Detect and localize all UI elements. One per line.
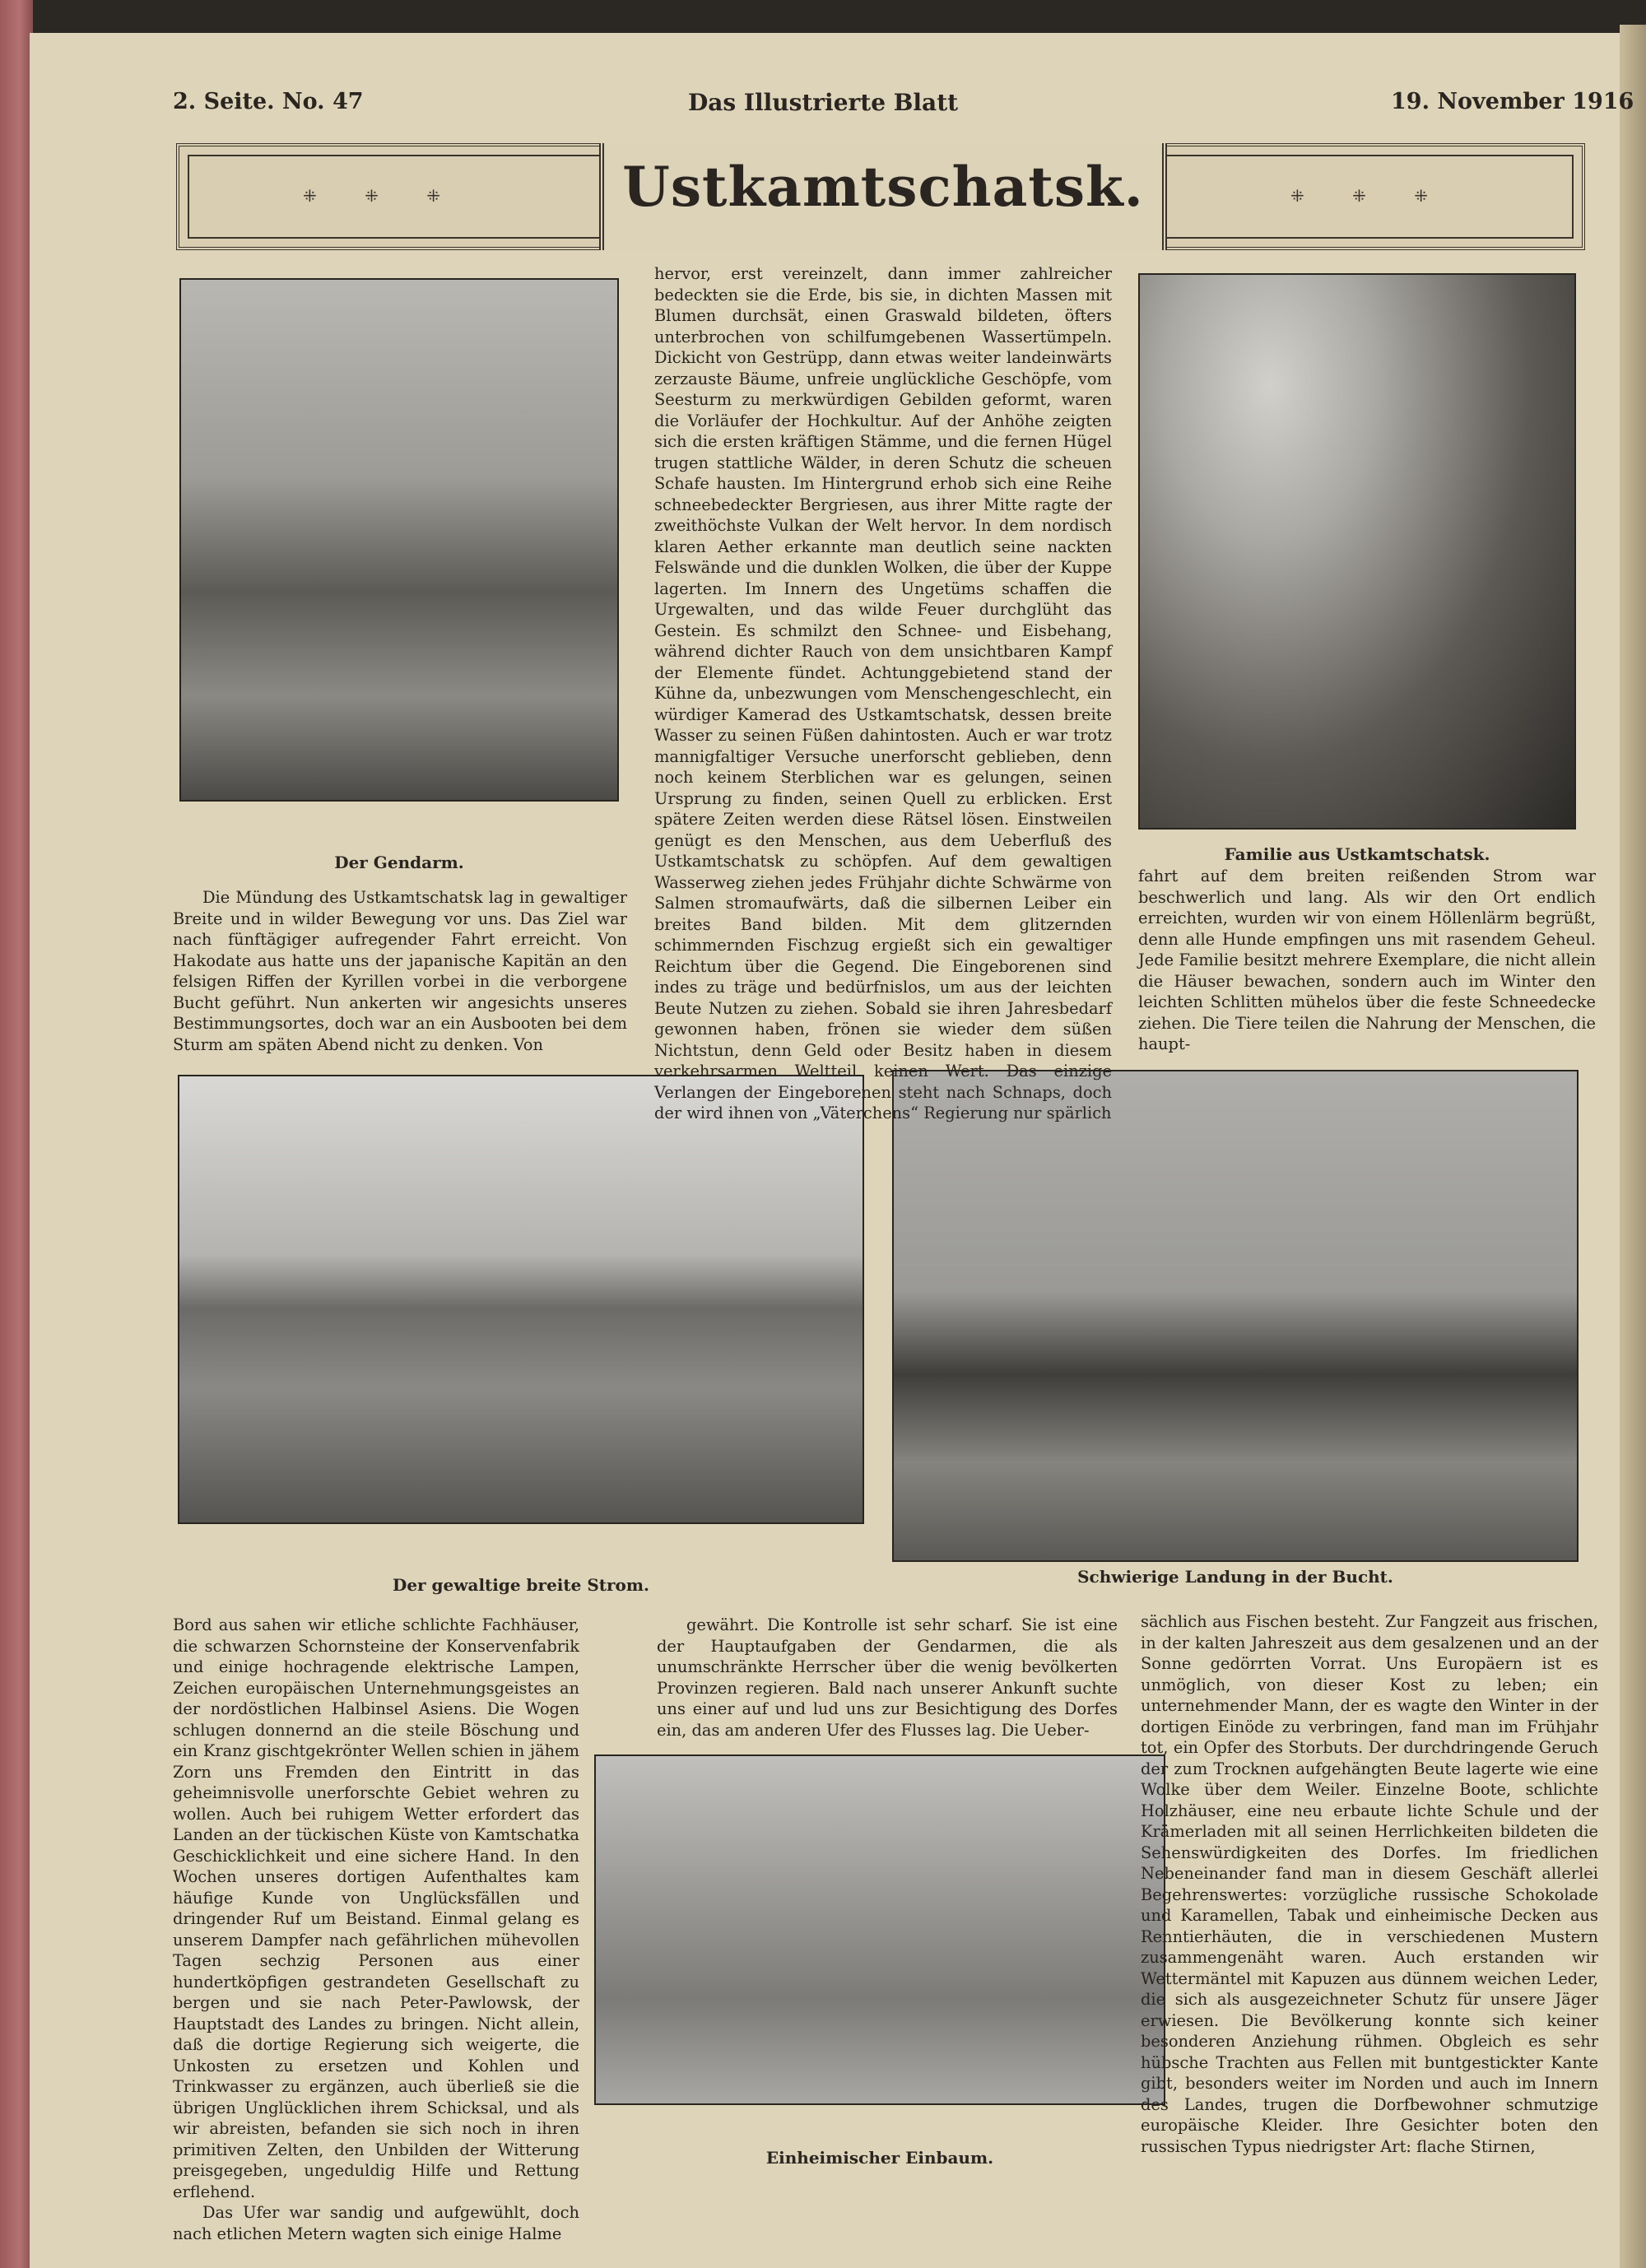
adjacent-page-edge xyxy=(1620,25,1646,2268)
paragraph: Die Mündung des Ustkamtschatsk lag in gewaltiger Breite und in wilder Bewegung vor uns. Das Ziel war nach fünftägiger aufregender Fahrt erreicht. Von Hakodate aus hatte uns der japanische Kapitän an den felsigen Riffen der Kyrillen vorbei in die verborgene Bucht geführt. Nun ankerten wir angesichts unseres Bestimmungsortes, doch war an ein Ausbooten bei dem Sturm am späten Abend nicht zu denken. Von xyxy=(173,888,627,1054)
paragraph: Bord aus sahen wir etliche schlichte Fachhäuser, die schwarzen Schornsteine der Konservenfabrik und einige hochragende elektrische Lampen, Zeichen europäischen Unternehmungsgeistes an der nordöstlichen Halbinsel Asiens. Die Wogen schlugen donnernd an die steile Böschung und ein Kranz gischtgekrönter Wellen schien in jähem Zorn uns Fremden den Eintritt in das geheimnisvolle unerforschte Gebiet wehren zu wollen. Auch bei ruhigem Wetter erfordert das Landen an der tückischen Küste von Kamtschatka Geschicklichkeit und eine sichere Hand. In den Wochen unseres dortigen Aufenthaltes kam häufige Kunde von Unglücksfällen und dringender Ruf um Beistand. Einmal gelang es unserem Dampfer nach gefährlichen mühevollen Tagen sechzig Personen aus einer hundertköpfigen gestrandeten Gesellschaft zu bergen und sie nach Peter-Pawlowsk, der Hauptstadt des Landes zu bringen. Nicht allein, daß die dortige Regierung sich weigerte, die Unkosten zu ersetzen und Kohlen und Trinkwasser zu ergänzen, auch überließ sie die übrigen Unglücklichen ihrem Schicksal, und als wir abreisten, befanden sie sich noch in ihren primitiven Zelten, den Unbilden der Witterung preisgegeben, ungeduldig Hilfe und Rettung erflehend. xyxy=(173,1615,579,2201)
publication-name: Das Illustrierte Blatt xyxy=(687,89,959,116)
paragraph: fahrt auf dem breiten reißenden Strom war beschwerlich und lang. Als wir den Ort endlich erreichten, wurden wir von einem Höllenlärm begrüßt, denn alle Hunde empfingen uns mit rasendem Geheul. Jede Familie besitzt mehrere Exemplare, die nicht allein die Häuser bewachen, sondern auch im Winter den leichten Schlitten mühelos über die feste Schneedecke ziehen. Die Tiere teilen die Nahrung der Menschen, die haupt- xyxy=(1138,867,1596,1053)
paragraph: hervor, erst vereinzelt, dann immer zahlreicher bedeckten sie die Erde, bis sie, in dichten Massen mit Blumen durchsät, einen Graswald bildeten, öfters unterbrochen von schilfumgebenen Wassertümpeln. Dickicht von Gestrüpp, dann etwas weiter landeinwärts zerzauste Bäume, unfreie unglückliche Geschöpfe, vom Seesturm zu merkwürdigen Gebilden geformt, waren die Vorläufer der Hochkultur. Auf der Anhöhe zeigten sich die ersten kräftigen Stämme, und die fernen Hügel trugen stattliche Wälder, in deren Schutz die scheuen Schafe hausten. Im Hintergrund erhob sich eine Reihe schneebedeckter Bergriesen, aus ihrer Mitte ragte der zweithöchste Vulkan der Welt hervor. In dem nordisch klaren Aether erkannte man deutlich seine nackten Felswände und die dunklen Wolken, die über der Kuppe lagerten. Im Innern des Ungetüms schaffen die Urgewalten, und das wilde Feuer durchglüht das Gestein. Es schmilzt den Schnee- und Eisbehang, während dichter Rauch von dem unsichtbaren Kampf der Elemente fündet. Achtunggebietend stand der Kühne da, unbezwungen vom Menschengeschlecht, ein würdiger Kamerad des Ustkamtschatsk, dessen breite Wasser zu seinen Füßen dahintosten. Auch er war trotz mannigfaltiger Versuche unerforscht geblieben, denn noch keinem Sterblichen war es gelungen, seinen Ursprung zu finden, seinen Quell zu erblicken. Erst spätere Zeiten werden diese Rätsel lösen. Einstweilen genügt es den Menschen, aus dem Ueberfluß des Ustkamtschatsk zu schöpfen. Auf dem gewaltigen Wasserweg ziehen jedes Frühjahr dichte Schwärme von Salmen stromaufwärts, daß die silbernen Leiber ein breites Band bilden. Mit dem glitzernden schimmernden Fischzug ergießt sich ein gewaltiger Reichtum über die Gegend. Die Eingeborenen sind indes zu träge und bedürfnislos, um aus der leichten Beute Nutzen zu ziehen. Sobald sie ihren Jahresbedarf gewonnen haben, frönen sie wieder dem süßen Nichtstun, denn Geld oder Besitz haben in diesem verkehrsarmen Weltteil keinen Wert. Das einzige Verlangen der Eingeborenen steht nach Schnaps, doch der wird ihnen von „Väterchens“ Regierung nur spärlich xyxy=(654,264,1112,1122)
photo-strom xyxy=(178,1075,864,1524)
paragraph: sächlich aus Fischen besteht. Zur Fangzeit aus frischen, in der kalten Jahreszeit aus dem gesalzenen und an der Sonne gedörrten Vorrat. Uns Europäern ist es unmöglich, von dieser Kost zu leben; ein unternehmender Mann, der es wagte den Winter in der dortigen Einöde zu verbringen, fand man im Frühjahr tot, ein Opfer des Storbuts. Der durchdringende Geruch der zum Trocknen aufgehängten Beute lagerte wie eine Wolke über dem Weiler. Einzelne Boote, schlichte Holzhäuser, eine neu erbaute lichte Schule und der Krämerladen mit all seinen Herrlichkeiten bildeten die Sehenswürdigkeiten des Dorfes. Im friedlichen Nebeneinander fand man in diesem Geschäft allerlei Begehrenswertes: vorzügliche russische Schokolade und Karamellen, Tabak und einheimische Decken aus Renntierhäuten, die in verschiedenen Mustern zusammengenäht waren. Auch erstanden wir Wettermäntel mit Kapuzen aus dünnem weichen Leder, die sich als ausgezeichneter Schutz für unsere Jäger erwiesen. Die Bevölkerung konnte sich keiner besonderen Anziehung rühmen. Obgleich es sehr hübsche Trachten aus Fellen mit buntgestickter Kante gibt, besonders weiter im Norden und auch im Innern des Landes, trugen die Dorfbewohner schmutzige europäische Kleider. Ihre Gesichter boten den russischen Typus niedrigster Art: flache Stirnen, xyxy=(1141,1612,1598,2156)
text-col1-bottom xyxy=(173,1615,579,2244)
text-col3-top xyxy=(1138,866,1596,1055)
title-cartouche xyxy=(599,143,1167,250)
ornament-left: ⁜ ⁜ ⁜ xyxy=(303,186,462,206)
photo-familie xyxy=(1138,273,1576,830)
photo-landung xyxy=(892,1070,1579,1562)
caption-einbaum: Einheimischer Einbaum. xyxy=(765,2148,994,2168)
photo-einbaum xyxy=(594,1754,1165,2105)
book-binding xyxy=(0,0,33,2268)
caption-landung: Schwierige Landung in der Bucht. xyxy=(1077,1567,1393,1587)
paragraph: Das Ufer war sandig und aufgewühlt, doch nach etlichen Metern wagten sich einige Halme xyxy=(173,2203,579,2243)
issue-date: 19. November 1916 xyxy=(1391,89,1634,114)
page-number: 2. Seite. No. 47 xyxy=(173,89,364,114)
article-title: Ustkamtschatsk. xyxy=(622,155,1144,219)
text-col2-bottom xyxy=(657,1615,1118,1741)
text-col3-bottom xyxy=(1141,1611,1598,2157)
caption-strom: Der gewaltige breite Strom. xyxy=(392,1575,649,1595)
paragraph: gewährt. Die Kontrolle ist sehr scharf. Sie ist eine der Hauptaufgaben der Gendarmen, die als unumschränkte Herrscher über die wenig bevölkerten Provinzen regieren. Bald nach unserer Ankunft suchte uns einer auf und lud uns zur Besichtigung des Dorfes ein, das am anderen Ufer des Flusses lag. Die Ueber- xyxy=(657,1615,1118,1740)
caption-familie: Familie aus Ustkamtschatsk. xyxy=(1224,844,1490,864)
ornament-right: ⁜ ⁜ ⁜ xyxy=(1290,186,1449,206)
text-col2-top xyxy=(654,263,1112,1124)
text-col1-top xyxy=(173,887,627,1055)
caption-gendarm: Der Gendarm. xyxy=(334,853,464,872)
photo-gendarm xyxy=(179,278,619,802)
title-banner xyxy=(176,143,1585,250)
